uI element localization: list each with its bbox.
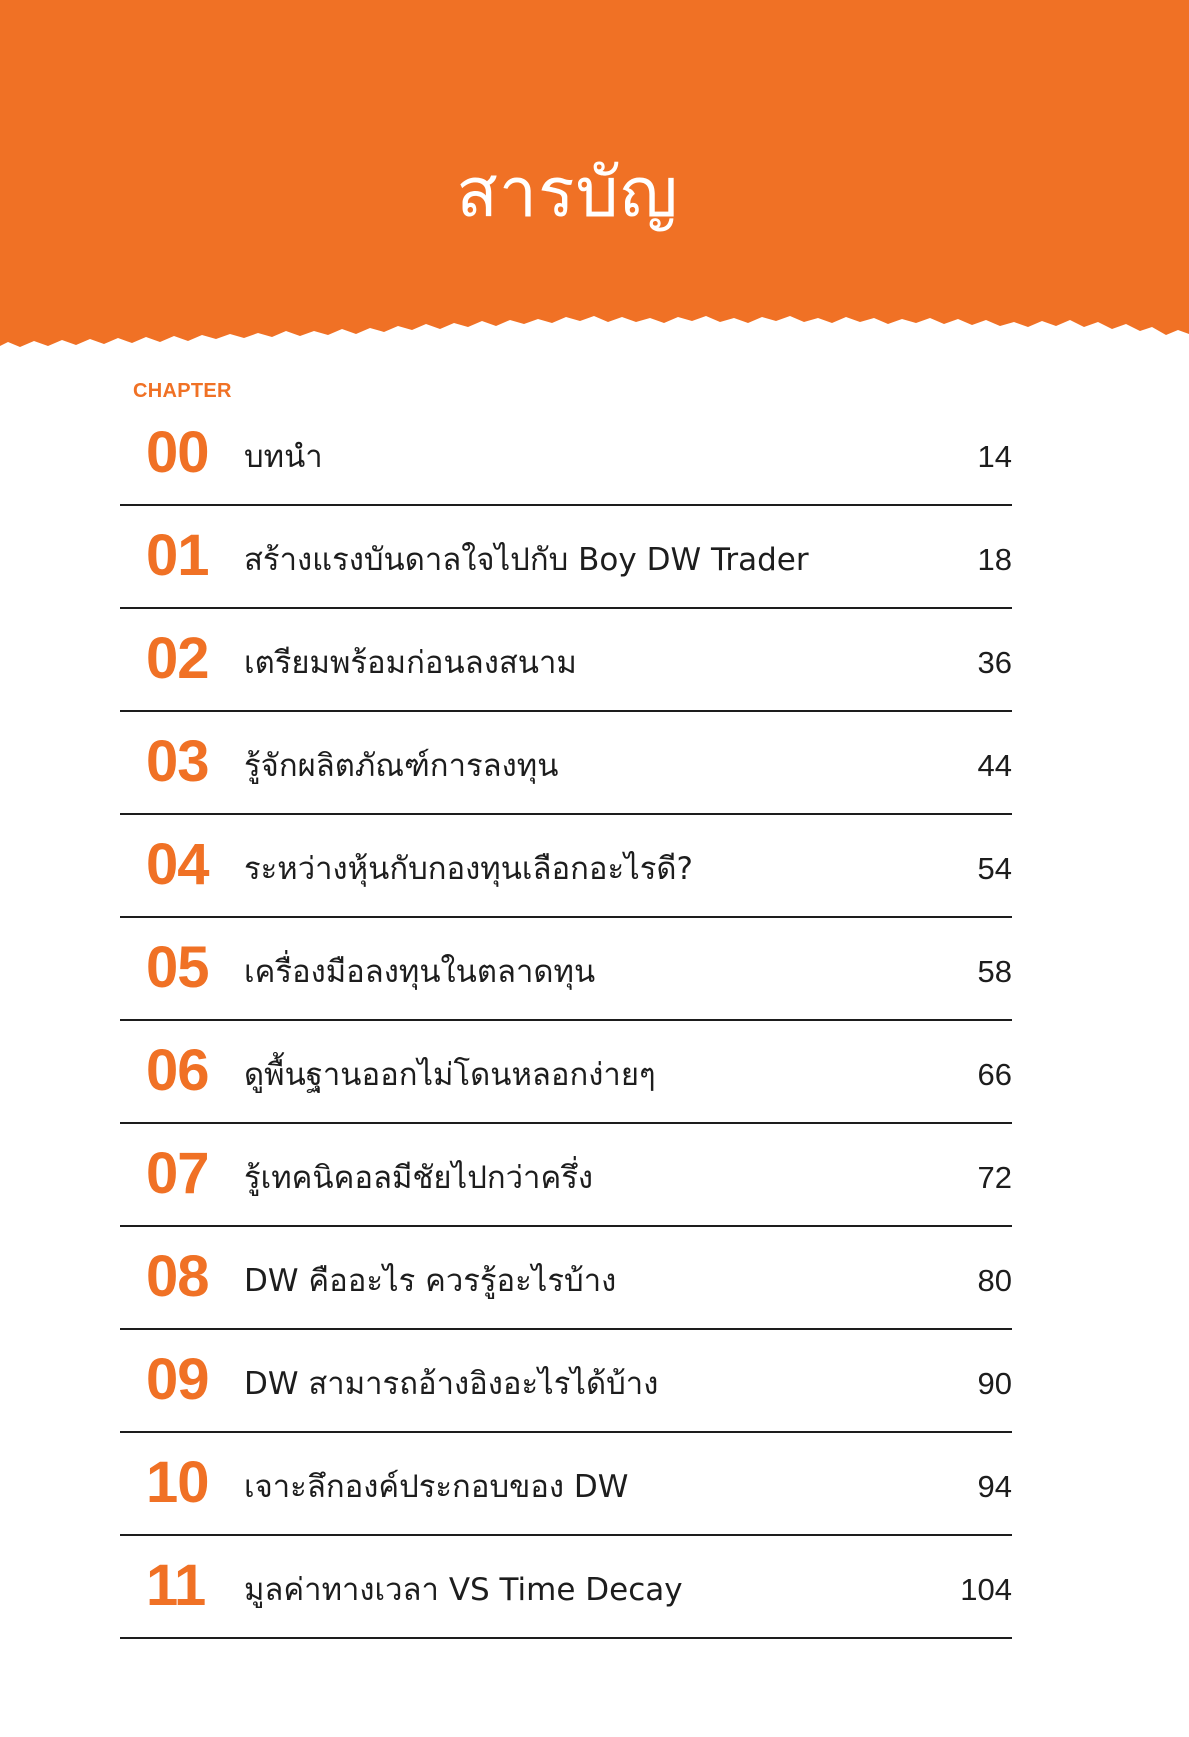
chapter-page-number: 90 <box>977 1365 1012 1401</box>
toc-row-05[interactable] <box>120 919 1012 1021</box>
page-title: สารบัญ <box>456 154 679 233</box>
chapter-title: สร้างแรงบันดาลใจไปกับ Boy DW Trader <box>244 541 809 578</box>
toc-row-06[interactable] <box>120 1022 1012 1124</box>
chapter-number: 02 <box>146 626 209 691</box>
chapter-number: 11 <box>146 1553 206 1618</box>
chapter-page-number: 66 <box>977 1056 1012 1092</box>
chapter-number: 07 <box>146 1141 209 1206</box>
chapter-page-number: 94 <box>977 1468 1012 1504</box>
chapter-number: 00 <box>146 420 209 485</box>
chapter-title: เตรียมพร้อมก่อนลงสนาม <box>244 644 577 681</box>
chapter-title: เครื่องมือลงทุนในตลาดทุน <box>244 953 596 990</box>
chapter-number: 08 <box>146 1244 209 1309</box>
toc-row-08[interactable] <box>120 1228 1012 1330</box>
chapter-number: 09 <box>146 1347 209 1412</box>
chapter-page-number: 58 <box>977 953 1012 989</box>
chapter-number: 10 <box>146 1450 209 1515</box>
toc-row-10[interactable] <box>120 1434 1012 1536</box>
toc-row-07[interactable] <box>120 1125 1012 1227</box>
toc-row-02[interactable] <box>120 610 1012 712</box>
chapter-title: DW สามารถอ้างอิงอะไรได้บ้าง <box>244 1365 659 1402</box>
chapter-number: 06 <box>146 1038 209 1103</box>
toc-row-11[interactable] <box>120 1537 1012 1639</box>
chapter-title: ระหว่างหุ้นกับกองทุนเลือกอะไรดี? <box>244 850 693 887</box>
toc-row-09[interactable] <box>120 1331 1012 1433</box>
toc-row-04[interactable] <box>120 816 1012 918</box>
chapter-title: บทนำ <box>244 438 323 475</box>
chapter-number: 01 <box>146 523 209 588</box>
chapter-page-number: 104 <box>960 1571 1012 1607</box>
chapter-title: รู้เทคนิคอลมีชัยไปกว่าครึ่ง <box>244 1159 593 1196</box>
chapter-title: DW คืออะไร ควรรู้อะไรบ้าง <box>244 1262 617 1299</box>
chapter-title: ดูพื้นฐานออกไม่โดนหลอกง่ายๆ <box>244 1056 656 1093</box>
table-of-contents <box>120 380 1012 1640</box>
chapter-number: 03 <box>146 729 209 794</box>
chapter-page-number: 36 <box>977 644 1012 680</box>
chapter-label: CHAPTER <box>133 380 232 402</box>
chapter-title: เจาะลึกองค์ประกอบของ DW <box>244 1468 629 1505</box>
chapter-page-number: 80 <box>977 1262 1012 1298</box>
toc-row-00[interactable] <box>120 404 1012 506</box>
toc-row-03[interactable] <box>120 713 1012 815</box>
toc-row-01[interactable] <box>120 507 1012 609</box>
chapter-number: 05 <box>146 935 209 1000</box>
chapter-number: 04 <box>146 832 209 897</box>
chapter-page-number: 44 <box>977 747 1012 783</box>
chapter-title: มูลค่าทางเวลา VS Time Decay <box>244 1571 683 1608</box>
chapter-page-number: 18 <box>977 541 1012 577</box>
chapter-title: รู้จักผลิตภัณฑ์การลงทุน <box>244 747 559 784</box>
chapter-page-number: 54 <box>977 850 1012 886</box>
chapter-page-number: 72 <box>977 1159 1012 1195</box>
chapter-page-number: 14 <box>977 438 1012 474</box>
